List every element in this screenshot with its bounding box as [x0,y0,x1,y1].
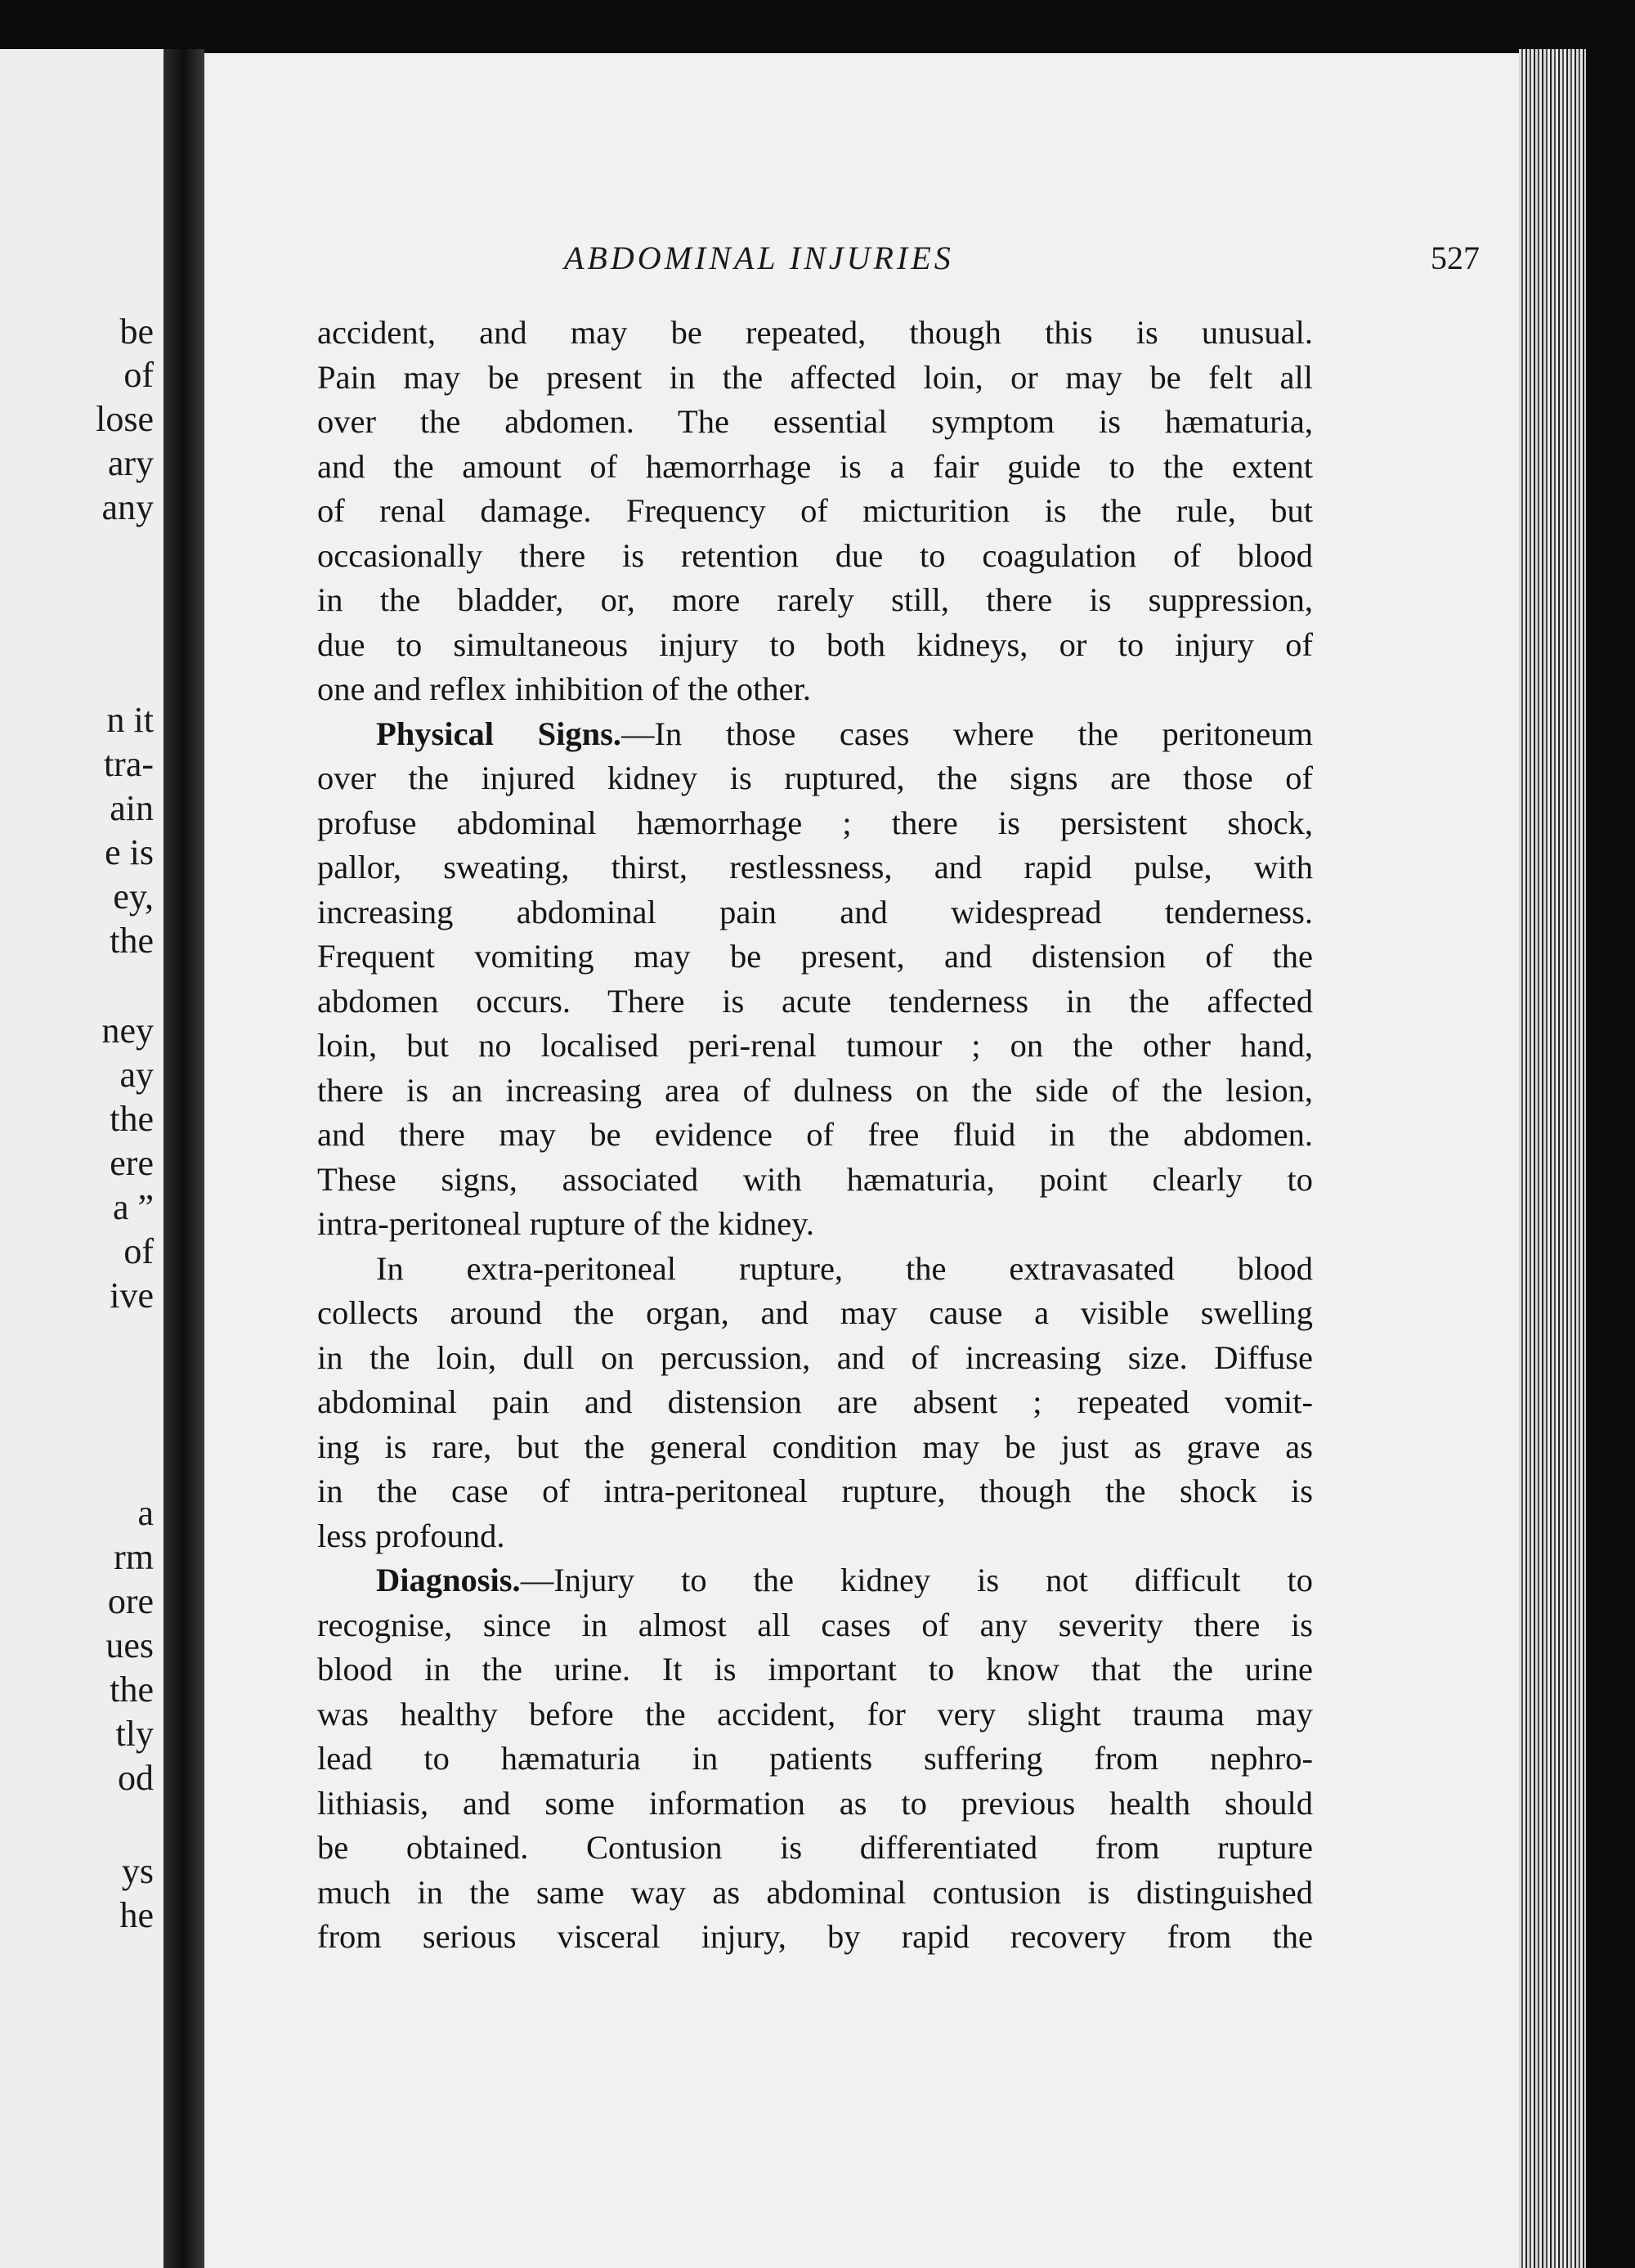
left-page-fragment: ore [107,1581,154,1621]
left-page-fragment: the [110,921,154,961]
text-line: blood in the urine. It is important to know that the urine [317,1651,1313,1688]
text-line: of renal damage. Frequency of micturition is the rule, but [317,492,1313,529]
text-line: over the abdomen. The essential symptom is hæmaturia, [317,403,1313,440]
left-page-fragment: any [101,487,154,527]
text-line: Pain may be present in the affected loin, or may be felt all [317,358,1313,396]
text-line: These signs, associated with hæmaturia, point clearly to [317,1160,1313,1198]
left-page-fragment: rm [114,1537,154,1577]
text-line: loin, but no localised peri-renal tumour ; on the other hand, [317,1027,1313,1064]
text-line: much in the same way as abdominal contusion is distinguished [317,1873,1313,1911]
left-page-fragment: be [119,312,154,352]
paragraph-diagnosis [317,1558,1313,1960]
left-page-fragment: a ” [112,1187,154,1227]
text-line: Frequent vomiting may be present, and distension of the [317,938,1313,975]
text-line: and there may be evidence of free fluid in the abdomen. [317,1116,1313,1153]
left-page-fragment: the [110,1670,154,1710]
text-line: accident, and may be repeated, though this is unusual. [317,314,1313,351]
text-line: occasionally there is retention due to coagulation of blood [317,536,1313,574]
text-line: increasing abdominal pain and widespread tenderness. [317,893,1313,930]
left-page-fragment: ive [110,1275,154,1316]
text-line: there is an increasing area of dulness on the side of the lesion, [317,1071,1313,1109]
text-line: one and reflex inhibition of the other. [317,670,811,707]
book-gutter [164,49,204,2268]
left-page-fragment: ary [107,443,154,483]
left-page-fragment: a [137,1493,154,1533]
left-page-fragment: tly [115,1714,154,1754]
left-page-fragment: ues [105,1625,154,1665]
paragraph-physical-signs [317,712,1313,1247]
left-page-fragment: n it [106,700,154,740]
section-heading: Physical Signs. [376,715,622,752]
left-page-fragment: ain [110,788,154,828]
text-line: lithiasis, and some information as to previous health should [317,1784,1313,1822]
left-page-fragment: ey, [113,876,154,917]
text-line: be obtained. Contusion is differentiated from rupture [317,1829,1313,1866]
text-line [317,1558,1313,1603]
left-page-fragment: tra- [103,744,154,784]
left-page-fragment: he [119,1895,154,1935]
text-line: recognise, since in almost all cases of any severity there is [317,1606,1313,1643]
left-page-fragment: of [123,355,154,395]
left-page-fragment: od [118,1758,154,1798]
paragraph [317,1247,1313,1559]
text-line-rest: —In those cases where the peritoneum [621,715,1313,752]
text-line: in the case of intra-peritoneal rupture, though the shock is [317,1472,1313,1509]
left-page-fragment: of [123,1231,154,1271]
page-edges-shadow [1586,49,1635,2268]
section-heading: Diagnosis. [376,1562,521,1598]
text-line: over the injured kidney is ruptured, the signs are those of [317,760,1313,796]
text-line: profuse abdominal hæmorrhage ; there is persistent shock, [317,804,1313,841]
text-line: collects around the organ, and may cause a visible swelling [317,1294,1313,1331]
text-line [317,712,1313,757]
text-line: in the bladder, or, more rarely still, there is suppression, [317,581,1313,618]
left-page-fragment: lose [96,399,154,439]
text-line: pallor, sweating, thirst, restlessness, and rapid pulse, with [317,849,1313,885]
left-page-fragment: e is [105,832,154,872]
left-page-fragment: ere [110,1143,154,1183]
text-line: lead to hæmaturia in patients suffering from nephro- [317,1740,1313,1777]
page-number: 527 [1431,240,1480,276]
text-line: abdomen occurs. There is acute tenderness in the affected [317,982,1313,1020]
text-line: abdominal pain and distension are absent ; repeated vomit- [317,1383,1313,1420]
text-line: ing is rare, but the general condition may be just as grave as [317,1428,1313,1465]
page-header [564,239,1480,288]
text-line: In extra-peritoneal rupture, the extravasated blood [376,1249,1313,1287]
paragraph [317,311,1313,712]
text-line: from serious visceral injury, by rapid recovery from the [317,1918,1313,1955]
left-page-fragment: ay [119,1055,154,1095]
left-page-fragment: ys [121,1851,154,1891]
left-page-fragment: the [110,1099,154,1139]
body-text [317,311,1313,1960]
left-facing-page [0,49,164,2268]
text-line: intra-peritoneal rupture of the kidney. [317,1205,815,1242]
text-line: due to simultaneous injury to both kidneys, or to injury of [317,625,1313,663]
text-line: was healthy before the accident, for very slight trauma may [317,1695,1313,1732]
text-line: and the amount of hæmorrhage is a fair guide to the extent [317,447,1313,485]
running-head: ABDOMINAL INJURIES [564,240,954,276]
text-line: less profound. [317,1517,505,1554]
text-line-rest: —Injury to the kidney is not difficult to [520,1562,1313,1598]
text-line: in the loin, dull on percussion, and of increasing size. Diffuse [317,1338,1313,1376]
left-page-fragment: ney [101,1011,154,1051]
